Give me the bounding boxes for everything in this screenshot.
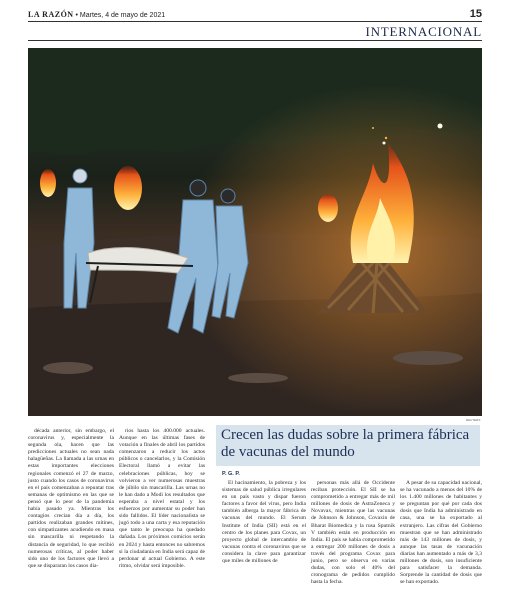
article-column-5 [400, 480, 482, 586]
header-rule [28, 21, 482, 22]
issue-date: • Martes, 4 de mayo de 2021 [75, 12, 166, 19]
column-5-text: A pesar de su capacidad nacional, se ha vacunado a menos del 10% de los 1.400 millones de habitantes y se preguntan por qué por cada dos dosis que India ha administrado en casa, una se ha exportado al extranjero. Las cifras del Gobierno muestran que se han administrado más de 143 millones de dosis, y aunque las tasas de vacunación diarias han aumentado a más de 3,3 millones de dosis, son insuficiente para satisfacer la demanda. Sorprende la cantidad de dosis que se han exportado. [400, 480, 482, 586]
brand-name: LA RAZÓN [28, 10, 74, 19]
article-column-1 [28, 428, 114, 570]
article-column-3 [222, 480, 306, 565]
column-2-text: rios hasta los 400.000 actuales. Aunque en las últimas fases de votación a finales de abril los partidos comenzaron a reducir los actos públicos o cancelarlos, y la Comisión Electoral llamó a evitar las celebraciones públicas, hoy se volvieron a ver numerosas muestras de júbilo sin mascarilla. Las urnas no le han dado a Modi los resultados que esperaba a nivel estatal y los esfuerzos por aumentar su poder han sido fallidos. El líder nacionalista se jugó todo a una carta y esa reputación que tanto le preocupa ha quedado dañada. Los próximos comicios serán en 2024 y hasta entonces no sabremos si la ciudadanía en India será capaz de perdonar al actual Gobierno. A este ritmo, olvidar será imposible. [119, 428, 205, 569]
article-headline: Crecen las dudas sobre la primera fábrica de vacunas del mundo [221, 427, 470, 460]
column-4-text: personas más allá de Occidente reciban protección. El SII se ha comprometido a entregar más de mil millones de dosis de AstraZeneca y Novavax, mientras que las vacunas de Johnson & Johnson, Covaxin de Bharat Biomedica y la rusa Sputnik V también están en producción en India. El país se había comprometido a entregar 200 millones de dosis a través del programa Covax para junio, pero se observa en varias dudas, con solo el 40% del cronograma de pedidos cumplido hasta la fecha. [311, 480, 395, 586]
masthead [28, 10, 165, 19]
page-number: 15 [469, 8, 482, 20]
column-1-text: década anterior, sin embargo, el coronavirus y, especialmente la segunda ola, hacen que las predicciones actuales no sean nada halagüeñas. La llamada a las urnas en estas importantes elecciones regionales comenzó el 27 de marzo, justo cuando los casos de coronavirus en el país comenzaban a repuntar tras semanas de optimismo en las que se pensó que lo peor de la pandemia había pasado ya. Mientras los contagios crecían día a día, los partidos realizaban grandes mítines, con simpatizantes acudiendo en masa sin mascarilla ni respetando la distancia de seguridad, lo que recibió numerosas críticas, al poder haber sido uno de los factores que llevó a que se dispararan los casos dia- [28, 428, 114, 569]
article-byline: P. G. P. [222, 471, 240, 477]
photo-credit: REUTERS [466, 418, 481, 422]
section-rule [28, 40, 482, 41]
section-title: INTERNACIONAL [365, 24, 482, 39]
article-column-2 [119, 428, 205, 570]
column-3-text: El hacinamiento, la pobreza y los sistemas de salud pública irregulares en un país vasto y dispar fueron factores a favor del virus, pero India también alberga la mayor fábrica de vacunas del mundo. El Serum Institute of India (SII) está en el centro de los planes para Covax, un proyecto global de intercambio de vacunas contra el coronavirus que se considera la clave para garantizar que miles de millones de [222, 480, 306, 565]
photo-illustration [28, 48, 482, 416]
article-column-4 [311, 480, 395, 586]
cremation-photo [28, 48, 482, 416]
